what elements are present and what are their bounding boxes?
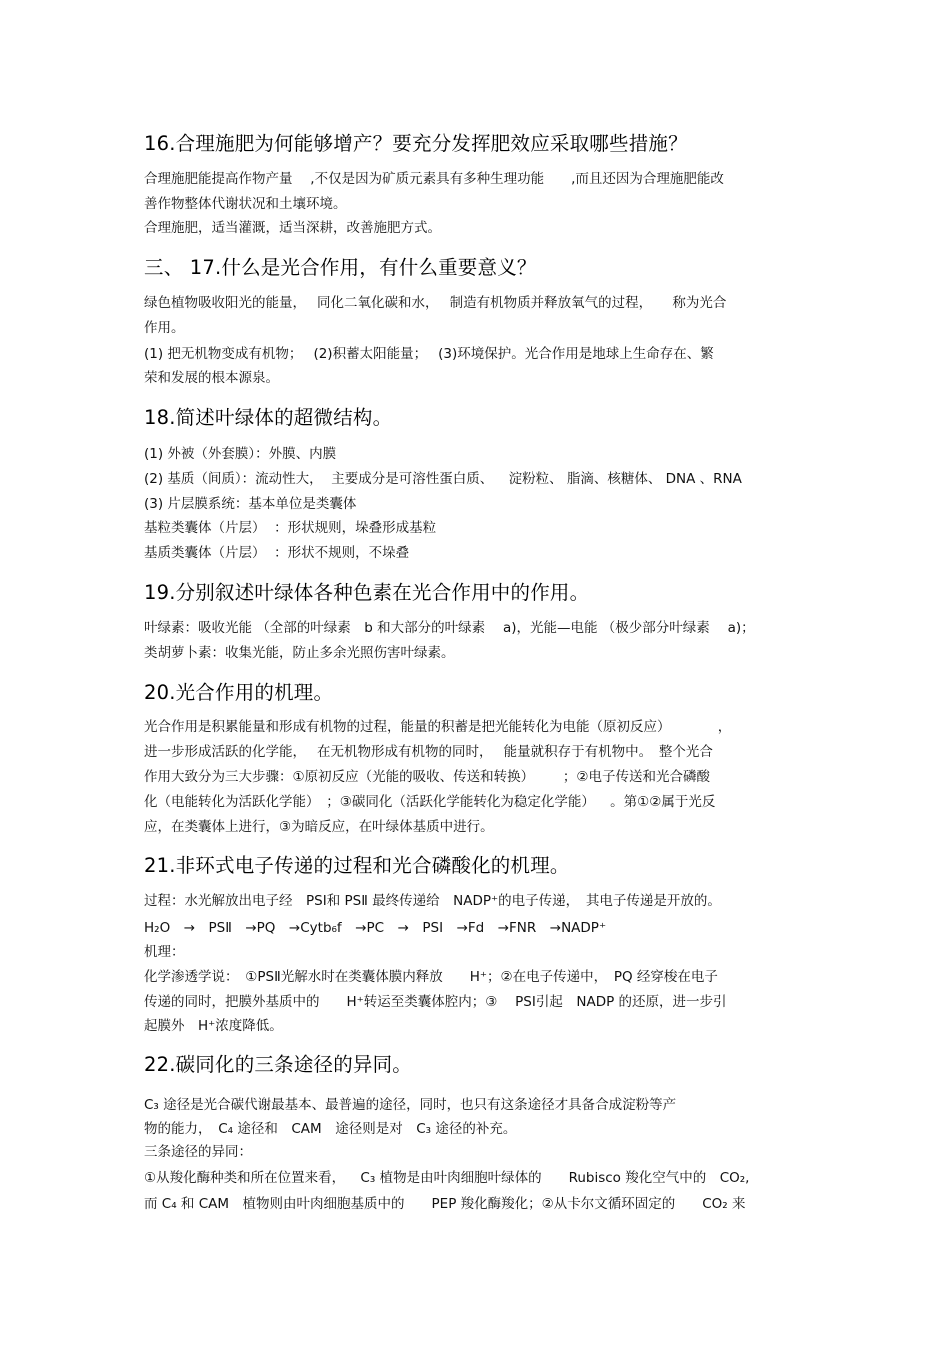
q20-line-2: 进一步形成活跃的化学能， 在无机物形成有机物的同时， 能量就积存于有机物中。 整个光合 [144,744,713,760]
q16-line-1: 合理施肥能提高作物产量 ,不仅是因为矿质元素具有多种生理功能 ,而且还因为合理施肥能改 [144,171,724,187]
q22-line-4: ①从羧化酶种类和所在位置来看， C₃ 植物是由叶肉细胞叶绿体的 Rubisco 羧化空气中的 CO₂, [144,1170,750,1186]
heading-q20: 20.光合作用的机理。 [144,681,334,704]
q19-line-1: 叶绿素：吸收光能 （全部的叶绿素 b 和大部分的叶绿素 a)，光能—电能 （极少部分叶绿素 a)； [144,620,755,636]
q16-line-3: 合理施肥，适当灌溉，适当深耕，改善施肥方式。 [144,220,441,236]
heading-q22: 22.碳同化的三条途径的异同。 [144,1053,413,1076]
heading-q19: 19.分别叙述叶绿体各种色素在光合作用中的作用。 [144,581,590,604]
q20-line-1: 光合作用是积累能量和形成有机物的过程，能量的积蓄是把光能转化为电能（原初反应） ， [144,719,732,735]
q22-line-2: 物的能力， C₄ 途径和 CAM 途径则是对 C₃ 途径的补充。 [144,1121,517,1137]
heading-q21: 21.非环式电子传递的过程和光合磷酸化的机理。 [144,854,570,877]
q18-line-5: 基质类囊体（片层） ：形状不规则，不垛叠 [144,545,410,561]
q17-line-4: 荣和发展的根本源泉。 [144,370,279,386]
q22-line-5: 而 C₄ 和 CAM 植物则由叶肉细胞基质中的 PEP 羧化酶羧化；②从卡尔文循环固定的 CO₂ 来 [144,1196,746,1212]
q17-line-3: (1) 把无机物变成有机物； (2)积蓄太阳能量； (3)环境保护。光合作用是地球上生命存在、繁 [144,346,714,362]
heading-q18: 18.简述叶绿体的超微结构。 [144,406,393,429]
q16-line-2: 善作物整体代谢状况和土壤环境。 [144,196,347,212]
q22-line-1: C₃ 途径是光合碳代谢最基本、最普遍的途径，同时，也只有这条途径才具备合成淀粉等产 [144,1097,677,1113]
q17-line-1: 绿色植物吸收阳光的能量， 同化二氧化碳和水， 制造有机物质并释放氧气的过程， 称为光合 [144,295,727,311]
q21-line-5: 传递的同时，把膜外基质中的 H⁺转运至类囊体腔内；③ PSⅠ引起 NADP 的还原，进一步引 [144,994,727,1010]
q18-line-1: (1) 外被（外套膜）：外膜、内膜 [144,446,337,462]
q17-line-2: 作用。 [144,320,185,336]
q20-line-4: 化（电能转化为活跃化学能） ；③碳同化（活跃化学能转化为稳定化学能） 。第①②属于光反 [144,794,716,810]
q18-line-4: 基粒类囊体（片层） ：形状规则，垛叠形成基粒 [144,520,437,536]
q18-line-2: (2) 基质（间质）：流动性大， 主要成分是可溶性蛋白质、 淀粉粒、 脂滴、核糖体、 DNA 、RNA [144,471,742,487]
heading-q17: 三、 17.什么是光合作用，有什么重要意义？ [144,256,537,279]
q19-line-2: 类胡萝卜素：收集光能，防止多余光照伤害叶绿素。 [144,645,455,661]
q20-line-3: 作用大致分为三大步骤：①原初反应（光能的吸收、传送和转换） ；②电子传送和光合磷酸 [144,769,711,785]
q21-electron-chain: H₂O → PSⅡ →PQ →Cytb₆f →PC → PSⅠ →Fd →FNR →NADP⁺ [144,920,607,936]
q21-line-4: 化学渗透学说： ①PSⅡ光解水时在类囊体膜内释放 H⁺；②在电子传递中， PQ 经穿梭在电子 [144,969,718,985]
q21-line-1: 过程：水光解放出电子经 PSⅠ和 PSⅡ 最终传递给 NADP⁺的电子传递， 其电子传递是开放的。 [144,893,721,909]
q18-line-3: (3) 片层膜系统：基本单位是类囊体 [144,496,357,512]
q21-line-6: 起膜外 H⁺浓度降低。 [144,1018,283,1034]
q20-line-5: 应，在类囊体上进行，③为暗反应，在叶绿体基质中进行。 [144,819,494,835]
q22-line-3: 三条途径的异同： [144,1144,252,1160]
q21-line-3: 机理： [144,944,185,960]
heading-q16: 16.合理施肥为何能够增产？要充分发挥肥效应采取哪些措施？ [144,132,688,155]
